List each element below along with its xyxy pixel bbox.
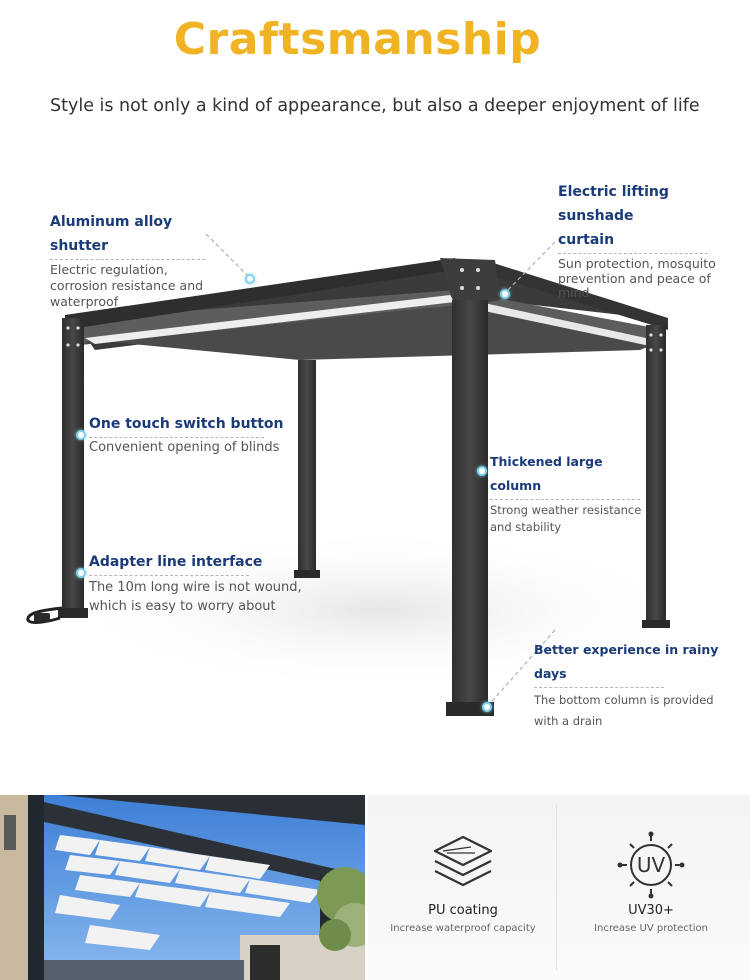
marker-dot <box>477 466 487 476</box>
layers-icon <box>427 829 499 901</box>
callout-title: Adapter line interface <box>89 554 263 570</box>
callout-sunshade-curtain <box>558 180 743 300</box>
callout-desc: Convenient opening of blinds <box>89 440 280 455</box>
bottom-strip <box>0 795 750 980</box>
uv-icon-text: UV <box>636 853 666 877</box>
page-subtitle: Style is not only a kind of appearance, but also a deeper enjoyment of life <box>50 96 700 116</box>
callout-desc: and stability <box>490 520 562 534</box>
callout-desc: prevention and peace of <box>558 271 711 286</box>
feature-pu-coating <box>368 795 558 980</box>
feature-desc: Increase UV protection <box>594 923 708 934</box>
marker-dot <box>76 430 86 440</box>
dashed-divider <box>89 575 249 576</box>
feature-label: PU coating <box>428 903 498 918</box>
callout-desc: corrosion resistance and <box>50 278 204 293</box>
dashed-divider <box>490 499 640 500</box>
feature-uv30 <box>556 795 746 980</box>
callout-adapter-line <box>89 550 309 616</box>
callout-desc: with a drain <box>534 714 603 728</box>
page-title: Craftsmanship <box>173 14 542 65</box>
uv-sun-icon <box>615 829 687 901</box>
post-back-left <box>298 360 316 576</box>
callout-desc: waterproof <box>50 294 119 309</box>
callout-desc: Strong weather resistance <box>490 503 642 517</box>
callout-desc: which is easy to worry about <box>89 599 276 614</box>
feature-panel <box>368 795 750 980</box>
callout-title: Better experience in rainy days <box>534 642 719 681</box>
callout-title: curtain <box>558 232 615 248</box>
dashed-divider <box>558 253 708 254</box>
pergola-illustration <box>0 150 750 770</box>
callout-desc: Electric regulation, <box>50 262 168 277</box>
callout-title: Electric lifting sunshade <box>558 184 669 224</box>
callout-desc: mind <box>558 285 590 300</box>
marker-dot <box>482 702 492 712</box>
marker-dot <box>500 289 510 299</box>
callout-switch-button <box>89 412 299 456</box>
marker-dot <box>76 568 86 578</box>
callout-title: One touch switch button <box>89 416 284 432</box>
callout-desc: The bottom column is provided <box>534 693 714 707</box>
post-front-right <box>452 300 488 710</box>
callout-rainy-days <box>534 638 739 732</box>
marker-dot <box>245 274 255 284</box>
callout-desc: The 10m long wire is not wound, <box>89 580 302 595</box>
feature-desc: Increase waterproof capacity <box>390 923 536 934</box>
dashed-divider <box>89 437 264 438</box>
callout-title: Thickened large column <box>490 454 603 493</box>
pergola-photo <box>0 795 365 980</box>
dashed-divider <box>534 687 664 688</box>
photo-illustration <box>0 795 365 980</box>
callout-desc: Sun protection, mosquito <box>558 256 716 271</box>
callout-aluminum-shutter <box>50 210 230 310</box>
callout-title: Aluminum alloy shutter <box>50 214 173 254</box>
feature-label: UV30+ <box>628 903 674 918</box>
callout-thick-column <box>490 450 650 536</box>
dashed-divider <box>50 259 205 260</box>
